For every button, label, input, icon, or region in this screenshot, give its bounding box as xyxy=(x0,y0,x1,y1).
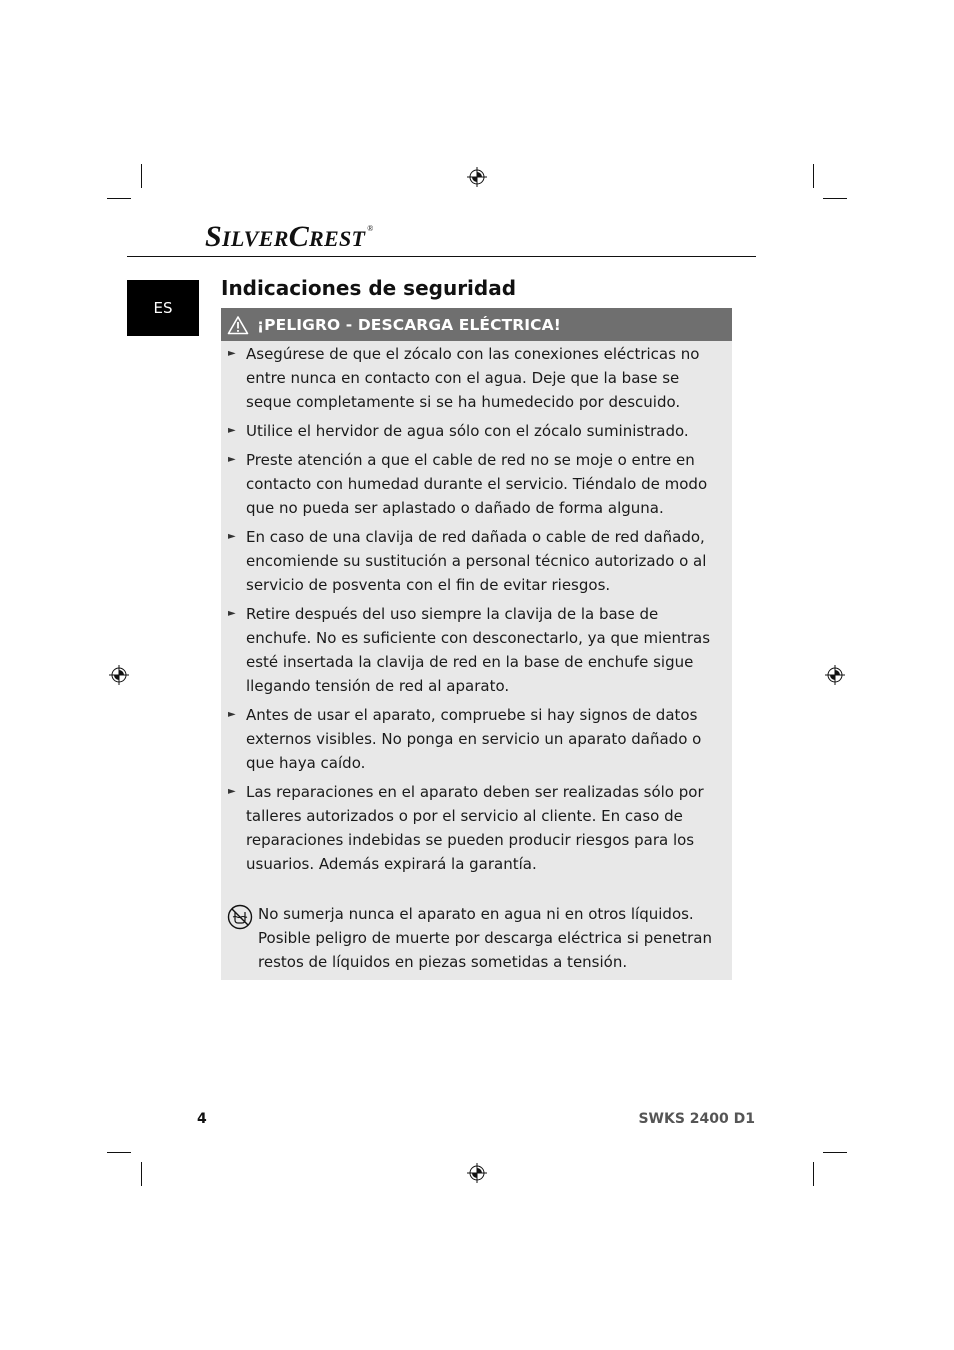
page-number: 4 xyxy=(197,1111,207,1127)
list-item: ► Antes de usar el aparato, compruebe si hay signos de datos externos visibles. No ponga en servicio un aparato dañado o que haya caído. xyxy=(221,703,732,775)
list-item: ► Las reparaciones en el aparato deben ser realizadas sólo por talleres autorizados o por el servicio al cliente. En caso de reparaciones indebidas se pueden producir riesgos para los usuarios. Además expirará la garantía. xyxy=(221,780,732,876)
crop-mark xyxy=(823,1152,847,1153)
crop-mark xyxy=(823,198,847,199)
list-item: ► Retire después del uso siempre la clavija de la base de enchufe. No es suficiente con desconectarlo, ya que mientras esté insertada la clavija de red en la base de enchufe sigue llegando tensión de red al aparato. xyxy=(221,602,732,698)
crop-mark xyxy=(107,1152,131,1153)
bullet-arrow-icon: ► xyxy=(228,608,236,619)
brand-logo: SILVERCREST ® xyxy=(205,220,374,253)
model-number: SWKS 2400 D1 xyxy=(638,1111,755,1127)
bullet-arrow-icon: ► xyxy=(228,786,236,797)
section-title: Indicaciones de seguridad xyxy=(221,276,517,300)
safety-bullet-list xyxy=(221,342,732,881)
crop-mark xyxy=(107,198,131,199)
crop-mark xyxy=(813,1162,814,1186)
crop-mark xyxy=(141,1162,142,1186)
registration-mark-icon xyxy=(109,665,129,685)
header-rule xyxy=(127,256,756,257)
registration-mark-icon xyxy=(825,665,845,685)
safety-panel xyxy=(221,308,732,980)
bullet-arrow-icon: ► xyxy=(228,348,236,359)
language-tab xyxy=(127,280,199,336)
crop-mark xyxy=(813,164,814,188)
warning-bar xyxy=(221,308,732,341)
do-not-immerse-icon xyxy=(227,904,253,930)
bullet-arrow-icon: ► xyxy=(228,425,236,436)
warning-title: ¡PELIGRO - DESCARGA ELÉCTRICA! xyxy=(257,316,561,334)
registration-mark-icon xyxy=(467,167,487,187)
list-item: ► Asegúrese de que el zócalo con las conexiones eléctricas no entre nunca en contacto con el agua. Deje que la base se seque completamente si se ha humedecido por descuido. xyxy=(221,342,732,414)
bullet-arrow-icon: ► xyxy=(228,709,236,720)
language-tab-label: ES xyxy=(153,299,173,317)
list-item: ► Preste atención a que el cable de red no se moje o entre en contacto con humedad durante el servicio. Tiéndalo de modo que no pueda ser aplastado o dañado de forma alguna. xyxy=(221,448,732,520)
list-item: ► En caso de una clavija de red dañada o cable de red dañado, encomiende su sustitución a personal técnico autorizado o al servicio de posventa con el fin de evitar riesgos. xyxy=(221,525,732,597)
list-item: ► Utilice el hervidor de agua sólo con el zócalo suministrado. xyxy=(221,419,732,443)
warning-triangle-icon xyxy=(227,315,249,335)
bullet-arrow-icon: ► xyxy=(228,454,236,465)
immersion-note-text: No sumerja nunca el aparato en agua ni en otros líquidos. Posible peligro de muerte por descarga eléctrica si penetran restos de líquidos en piezas sometidas a tensión. xyxy=(258,905,712,971)
bullet-arrow-icon: ► xyxy=(228,531,236,542)
crop-mark xyxy=(141,164,142,188)
registration-mark-icon xyxy=(467,1163,487,1183)
